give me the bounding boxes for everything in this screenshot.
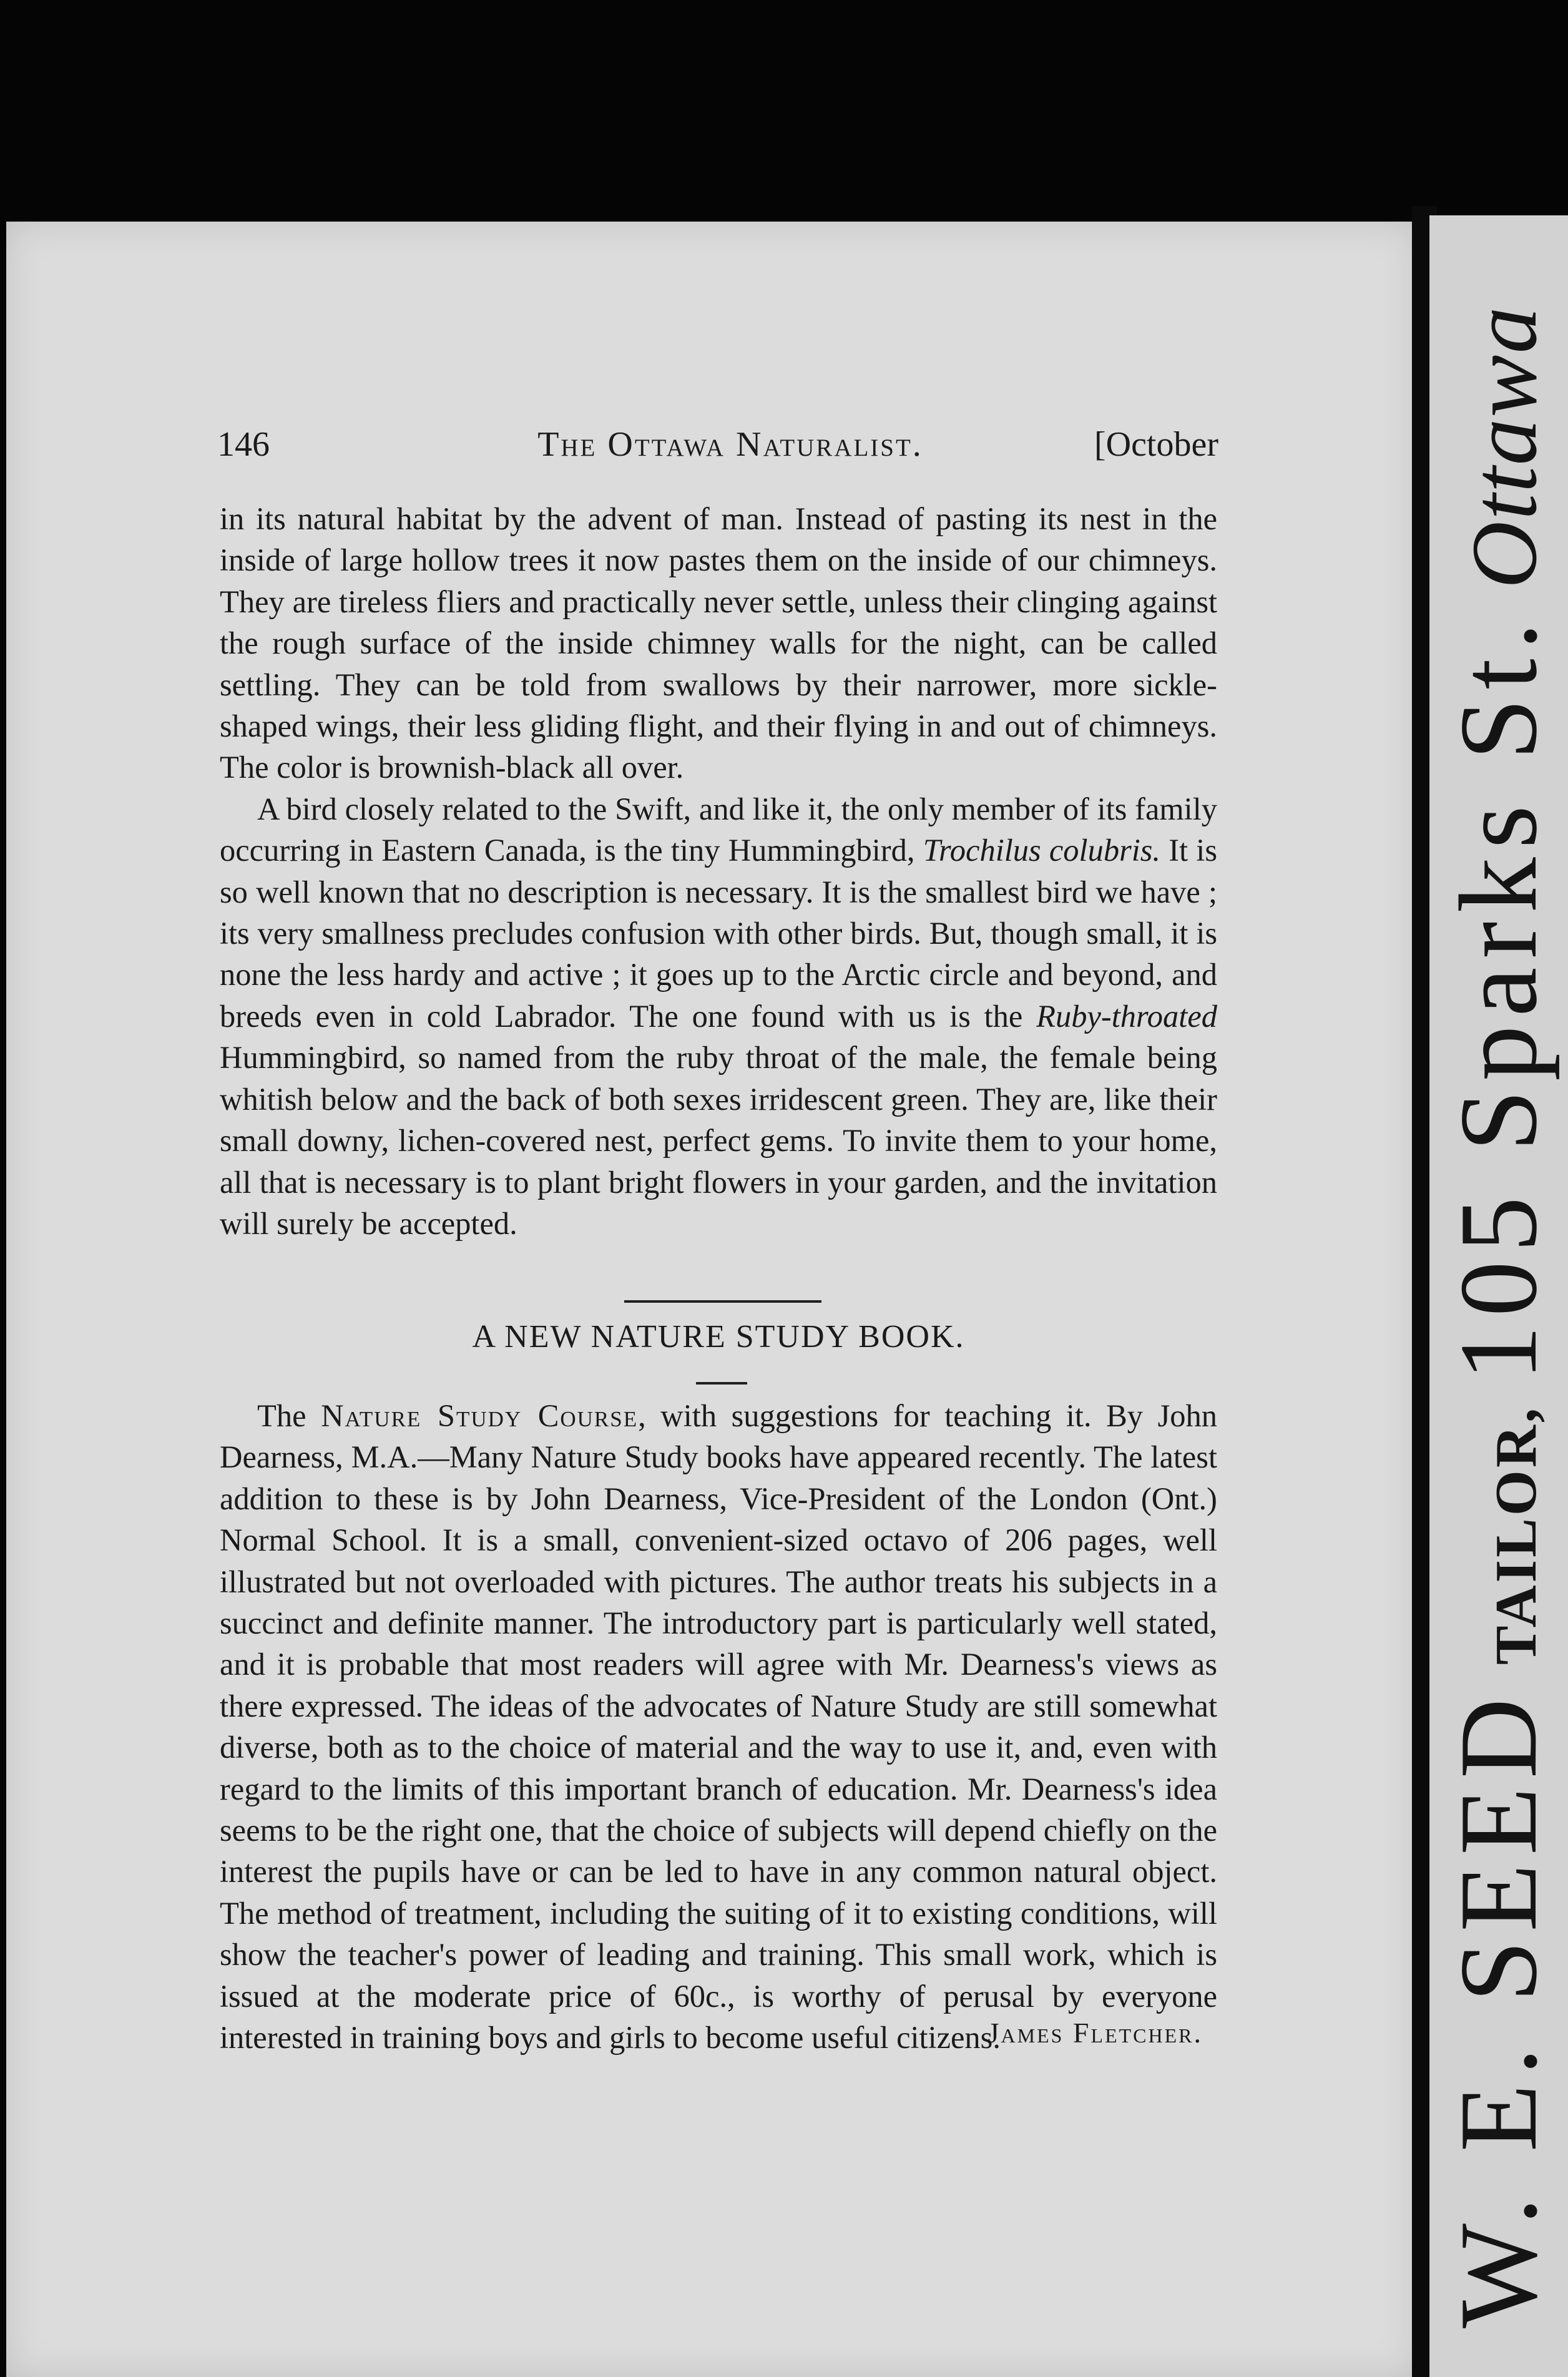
paragraph-text: Hummingbird, so named from the ruby throat of the male, the female being whitish below and the back of both sexes irridescent green. They are, like their small downy, lichen-covered nest, perfect gems. To invite them to your home, all that is necessary is to plant bright flowers in your garden, and the invitation will surely be accepted. [220, 1040, 1217, 1241]
paragraph-hummingbird [220, 788, 1217, 1244]
issue-month: [October [1094, 425, 1218, 464]
paragraph-text: The [257, 1398, 321, 1433]
scientific-name: Trochilus colubris. [923, 833, 1161, 868]
advertiser-trade: TAILOR, [1484, 1405, 1549, 1665]
advertiser-address: 105 Sparks St. [1436, 613, 1560, 1381]
paragraph-text: , with suggestions for teaching it. By John Dearness, M.A.—Many Nature Study books have appeared recently. The latest addition to these is by John Dearness, Vice-President of the London (Ont.) Normal School. It is a small, convenient-sized octavo of 206 pages, well illustrated but not overloaded with pictures. The author treats his subjects in a succinct and definite manner. The introductory part is particularly well stated, and it is probable that most readers will agree with Mr. Dearness's views as there expressed. The ideas of the advocates of Nature Study are still somewhat diverse, both as to the choice of material and the way to use it, and, even with regard to the limits of this important branch of education. Mr. Dearness's idea seems to be the right one, that the choice of subjects will depend chiefly on the interest the pupils have or can be led to have in any common natural object. The method of treatment, including the suiting of it to existing conditions, will show the teacher's power of leading and training. This small work, which is issued at the moderate price of 60c., is worthy of perusal by everyone interested in training boys and girls to become useful citizens. [220, 1398, 1217, 2056]
paragraph-swift: in its natural habitat by the advent of man. Instead of pasting its nest in the inside of large hollow trees it now pastes them on the inside of our chimneys. They are tireless fliers and practically never settle, unless their clinging against the rough surface of the inside chimney walls for the night, can be called settling. They can be told from swallows by their narrower, more sickle-shaped wings, their less gliding flight, and their flying in and out of chimneys. The color is brownish-black all over. [220, 501, 1217, 785]
cover-advertisement-text [1436, 268, 1561, 2328]
paragraph-review [220, 1395, 1217, 2059]
section-divider [624, 1300, 821, 1303]
paragraph-text: It is so well known that no description is necessary. It is the smallest bird we have ; its very smallness precludes confusion with other birds. But, though small, it is none the less hardy and active ; it goes up to the Arctic circle and beyond, and breeds even in cold Labrador. The one found with us is the [220, 833, 1217, 1034]
journal-title: The Ottawa Naturalist. [537, 425, 923, 464]
book-title: Nature Study Course [321, 1398, 639, 1433]
species-name: Ruby-throated [1036, 998, 1217, 1034]
article-swift-hummingbird [220, 498, 1217, 1244]
author-signature: James Fletcher. [987, 2017, 1203, 2049]
advertiser-initials: W. E. SEED [1436, 1689, 1560, 2328]
cover-advertisement [1436, 268, 1561, 2328]
article-nature-study-book [220, 1395, 1217, 2059]
heading-underline [696, 1382, 747, 1385]
article-heading: A NEW NATURE STUDY BOOK. [472, 1319, 965, 1355]
paragraph-text: A bird closely related to the Swift, and like it, the only member of its family occurring in Eastern Canada, is the tiny Hummingbird, [220, 791, 1217, 868]
advertiser-city: Ottawa [1453, 305, 1556, 589]
page-number: 146 [217, 425, 270, 464]
running-head [217, 424, 1218, 481]
